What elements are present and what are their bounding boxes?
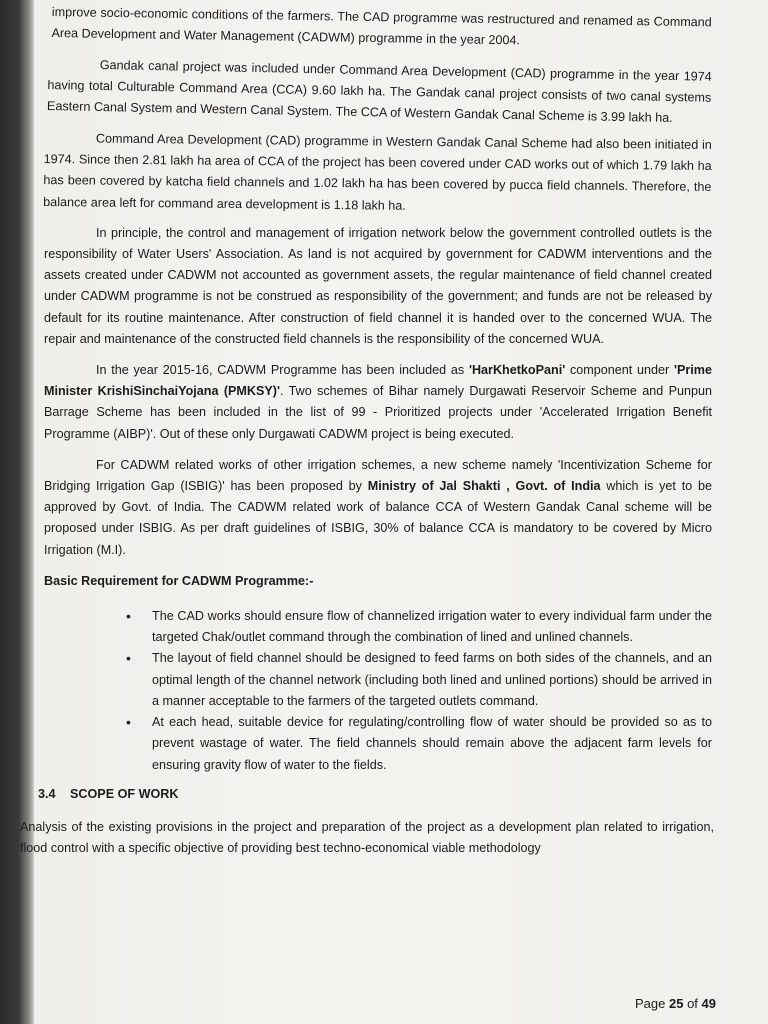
page-binding-shadow [0, 0, 34, 1024]
section-heading [38, 784, 712, 805]
list-item [126, 648, 712, 712]
bold-term-harkhetkopani: 'HarKhetkoPani' [468, 363, 566, 378]
paragraph-scope-of-work: Analysis of the existing provisions in the project and preparation of the project as a development plan related to irrigation, flood control with a specific objective of providing best techno-economical viable methodology [20, 819, 714, 856]
text-span: In the year 2015-16, CADWM Programme has been included as [96, 363, 469, 378]
list-item-text: The CAD works should ensure flow of channelized irrigation water to every individual farm under the targeted Chak/outlet command through the combination of lined and unlined channels. [152, 609, 712, 645]
paragraph-pmksy [44, 360, 712, 445]
bullet-icon: • [126, 608, 131, 625]
requirements-list [44, 606, 712, 776]
list-item-text: At each head, suitable device for regulating/controlling flow of water should be provided so as to prevent wastage of water. The field channels should remain above the adjacent farm levels for ensuring gravity flow of water to the fields. [152, 715, 712, 772]
bold-term-pmksy: 'Prime Minister KrishiSinchaiYojana (PMKSY)' [44, 363, 712, 399]
list-item [126, 606, 712, 648]
list-item-text: The layout of field channel should be designed to feed farms on both sides of the channels, and an optimal length of the channel network (including both lined and unlined portions) should be arrived in a manner acceptable to the farmers of the targeted outlets command. [152, 651, 712, 708]
paragraph-gandak-canal: Gandak canal project was included under Command Area Development (CAD) programme in the year 1974 having total Culturable Command Area (CCA) 9.60 lakh ha. The Gandak canal project consists of two canal systems Eastern Canal System and Western Canal System. The CCA of Western Gandak Canal Scheme is 3.99 lakh ha. [46, 58, 712, 126]
text-span: For CADWM related works of other irrigation schemes, a new scheme namely 'Incentivization Scheme for Bridging Irrigation Gap (ISBIG)' has been proposed by [44, 457, 712, 494]
paragraph-cad-western-gandak: Command Area Development (CAD) programme in Western Gandak Canal Scheme had also been initiated in 1974. Since then 2.81 lakh ha area of CCA of the project has been covered under CAD works out of which 1.79 lakh ha has been covered by katcha field channels and 1.02 lakh ha has been covered by pucca field channels. Therefore, the balance area left for command area development is 1.18 lakh ha. [43, 131, 712, 213]
bold-term-ministry: Ministry of Jal Shakti , Govt. of India [367, 479, 601, 494]
paragraph-cadwm-rename: improve socio-economic conditions of the farmers. The CAD programme was restructured and renamed as Command Area Development and Water Management (CADWM) programme in the year 2004. [51, 4, 712, 48]
page-number [635, 996, 716, 1011]
document-body [20, 2, 714, 869]
paragraph-wua-responsibility: In principle, the control and management of irrigation network below the government controlled outlets is the responsibility of Water Users' Association. As land is not acquired by government for CADWM interventions and the assets created under CADWM not accounted as government assets, the regular maintenance of field channel created under CADWM programme is not be construed as responsibility of the government; and funds are not be released by default for its routine maintenance. After construction of field channel it is handed over to the concerned WUA. The repair and maintenance of the constructed field channels is the responsibility of the concerned WUA. [44, 225, 712, 346]
section-title: SCOPE OF WORK [70, 786, 179, 801]
bullet-icon: • [126, 650, 131, 667]
requirements-heading: Basic Requirement for CADWM Programme:- [44, 573, 314, 588]
text-span: which is yet to be approved by Govt. of India. The CADWM related work of balance CCA of Western Gandak Canal scheme will be proposed under ISBIG. As per draft guidelines of ISBIG, 30% of balance CCA is mandatory to be covered by Micro Irrigation (M.I). [44, 479, 712, 557]
text-span: component under [565, 363, 674, 378]
paragraph-isbig [44, 455, 712, 561]
page-total: 49 [701, 996, 716, 1011]
page-of: of [683, 996, 702, 1011]
page-prefix: Page [635, 996, 669, 1011]
section-number: 3.4 [38, 786, 56, 801]
page-current: 25 [668, 996, 684, 1011]
list-item [126, 712, 712, 776]
text-span: . Two schemes of Bihar namely Durgawati Reservoir Scheme and Punpun Barrage Scheme has been included in the list of 99 - Prioritized projects under 'Accelerated Irrigation Benefit Programme (AIBP)'. Out of these only Durgawati CADWM project is being executed. [44, 384, 712, 441]
bullet-icon: • [126, 714, 131, 731]
